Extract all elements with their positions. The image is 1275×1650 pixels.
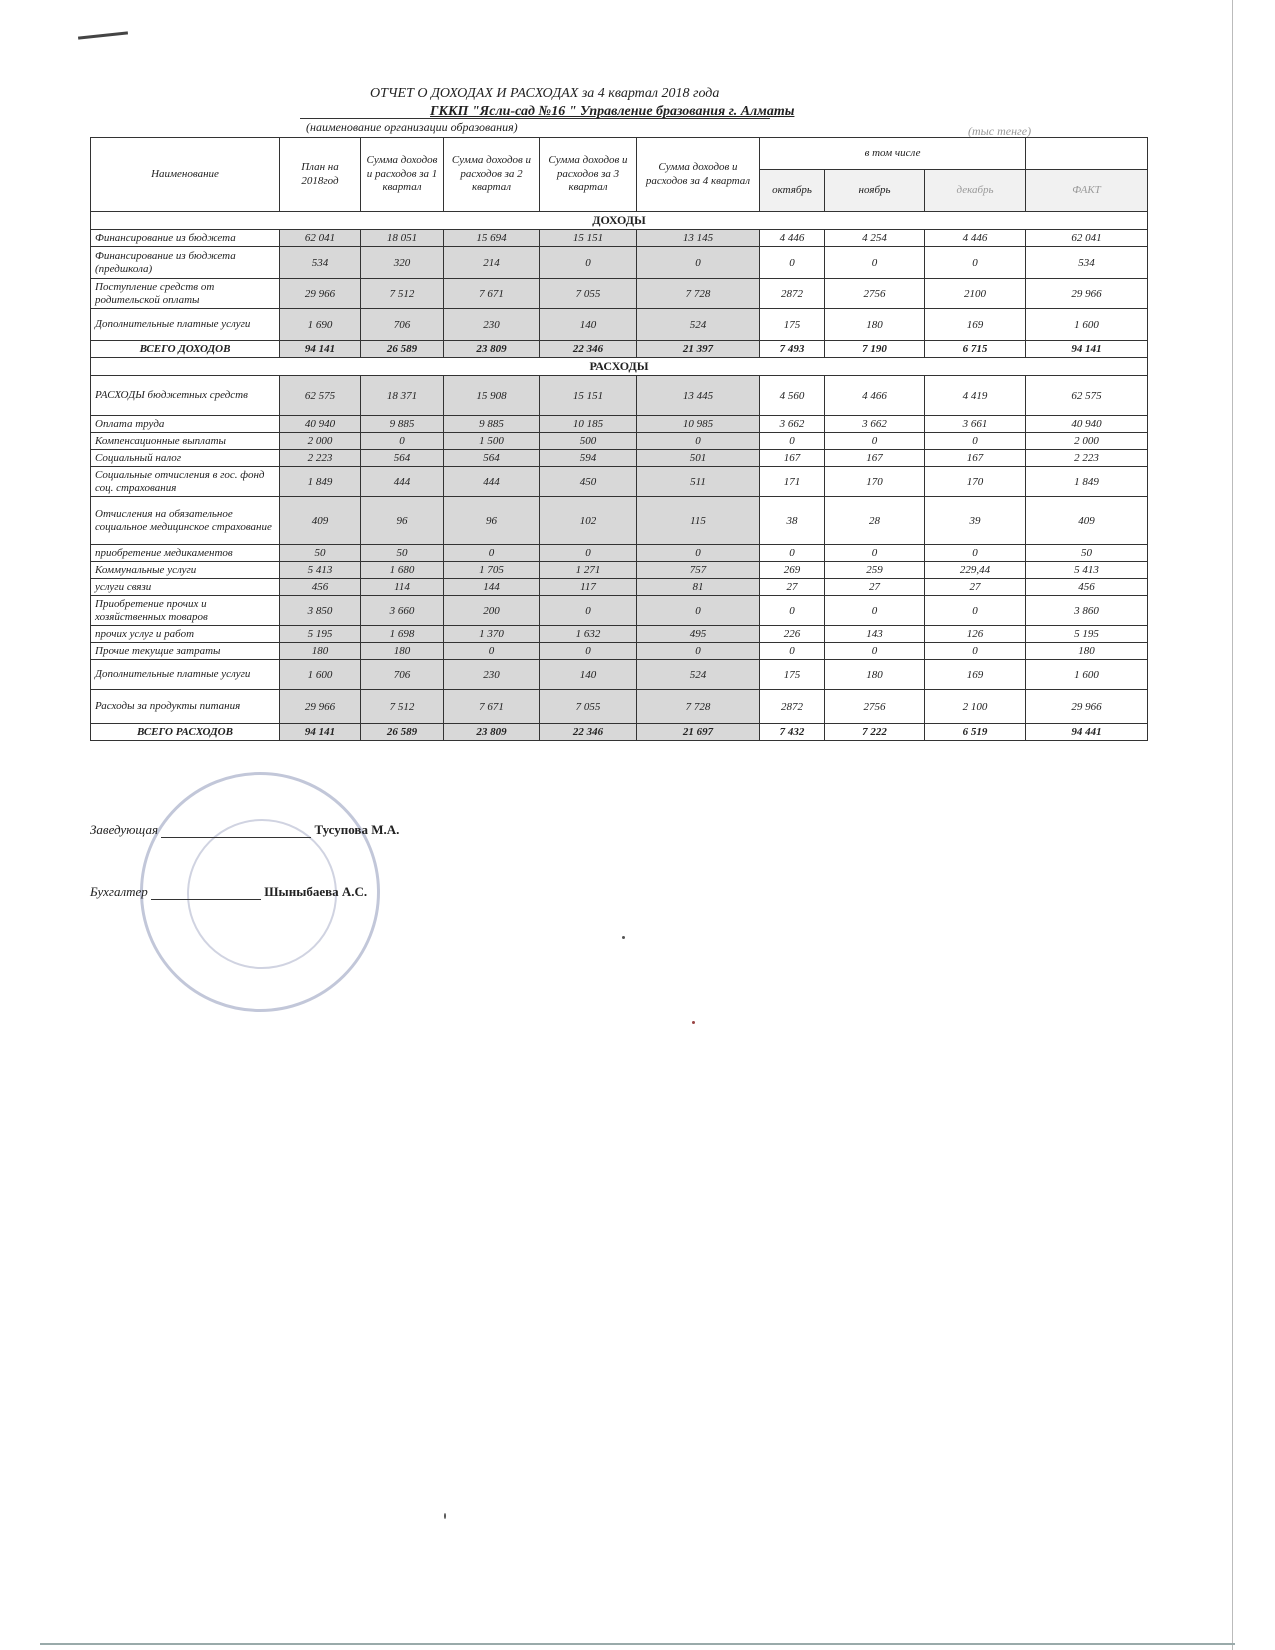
row-value: 18 371 [361,376,444,416]
row-value: 0 [925,643,1026,660]
row-value: 180 [825,660,925,690]
accountant-title: Бухгалтер [90,884,148,899]
row-value: 456 [1026,579,1148,596]
row-label: Прочие текущие затраты [91,643,280,660]
row-value: 1 698 [361,626,444,643]
header-including: в том числе [760,138,1026,170]
row-value: 27 [825,579,925,596]
table-row [91,643,1148,660]
row-value: 4 254 [825,230,925,247]
signature-line [161,823,311,838]
organization-underline [300,118,770,119]
row-value: 40 940 [280,416,361,433]
row-value: 180 [1026,643,1148,660]
row-value: 167 [760,450,825,467]
row-value: 18 051 [361,230,444,247]
row-value: 500 [540,433,637,450]
row-value: 0 [444,545,540,562]
row-value: 450 [540,467,637,497]
row-value: 456 [280,579,361,596]
row-value: 62 575 [280,376,361,416]
header-q2: Сумма доходов и расходов за 2 квартал [444,138,540,212]
header-q4: Сумма доходов и расходов за 4 квартал [637,138,760,212]
section-row-income [91,212,1148,230]
row-value: 96 [361,497,444,545]
row-label: прочих услуг и работ [91,626,280,643]
row-value: 2756 [825,690,925,724]
accountant-name: Шыныбаева А.С. [264,884,368,899]
row-value: 1 705 [444,562,540,579]
row-value: 22 346 [540,341,637,358]
row-value: 524 [637,660,760,690]
row-value: 40 940 [1026,416,1148,433]
table-row [91,433,1148,450]
row-value: 200 [444,596,540,626]
header-plan: План на 2018год [280,138,361,212]
row-label: Финансирование из бюджета [91,230,280,247]
row-value: 229,44 [925,562,1026,579]
row-value: 7 432 [760,724,825,741]
row-value: 13 145 [637,230,760,247]
row-value: 29 966 [280,279,361,309]
row-value: 4 560 [760,376,825,416]
row-value: 1 632 [540,626,637,643]
row-value: 94 141 [1026,341,1148,358]
table-row [91,247,1148,279]
row-label: приобретение медикаментов [91,545,280,562]
row-value: 0 [925,545,1026,562]
row-value: 96 [444,497,540,545]
row-label: Социальный налог [91,450,280,467]
row-value: 0 [925,247,1026,279]
row-value: 13 445 [637,376,760,416]
row-value: 170 [925,467,1026,497]
row-value: 5 413 [280,562,361,579]
row-label: Оплата труда [91,416,280,433]
row-value: 0 [637,247,760,279]
row-value: 140 [540,309,637,341]
row-value: 1 370 [444,626,540,643]
row-value: 169 [925,660,1026,690]
row-label: Дополнительные платные услуги [91,660,280,690]
row-value: 180 [280,643,361,660]
section-row-expenses [91,358,1148,376]
row-value: 114 [361,579,444,596]
scan-speck [692,1021,695,1024]
row-value: 1 849 [280,467,361,497]
row-value: 27 [925,579,1026,596]
row-value: 27 [760,579,825,596]
row-value: 2 223 [280,450,361,467]
row-value: 4 419 [925,376,1026,416]
table-row [91,416,1148,433]
row-value: 180 [361,643,444,660]
row-label: ВСЕГО ДОХОДОВ [91,341,280,358]
row-label: Финансирование из бюджета (предшкола) [91,247,280,279]
row-value: 23 809 [444,341,540,358]
row-value: 62 041 [1026,230,1148,247]
table-row [91,690,1148,724]
table-header [91,138,1148,212]
row-value: 143 [825,626,925,643]
table-row [91,545,1148,562]
row-value: 7 671 [444,690,540,724]
row-value: 10 185 [540,416,637,433]
row-label: Социальные отчисления в гос. фонд соц. страхования [91,467,280,497]
row-value: 7 512 [361,279,444,309]
head-title: Заведующая [90,822,159,837]
row-value: 0 [637,596,760,626]
row-value: 115 [637,497,760,545]
row-value: 534 [280,247,361,279]
header-name: Наименование [91,138,280,212]
row-value: 1 271 [540,562,637,579]
row-value: 0 [361,433,444,450]
table-row [91,579,1148,596]
row-value: 2756 [825,279,925,309]
row-value: 28 [825,497,925,545]
row-value: 144 [444,579,540,596]
row-value: 444 [444,467,540,497]
row-value: 0 [637,433,760,450]
row-value: 39 [925,497,1026,545]
row-value: 15 694 [444,230,540,247]
row-label: Компенсационные выплаты [91,433,280,450]
row-value: 320 [361,247,444,279]
row-value: 501 [637,450,760,467]
scan-speck [622,936,625,939]
row-value: 4 466 [825,376,925,416]
table-row [91,596,1148,626]
row-value: 409 [280,497,361,545]
row-label: Поступление средств от родительской оплаты [91,279,280,309]
row-value: 7 493 [760,341,825,358]
row-value: 0 [444,643,540,660]
row-label: Расходы за продукты питания [91,690,280,724]
report-title: ОТЧЕТ О ДОХОДАХ И РАСХОДАХ за 4 квартал 2018 года [370,86,720,101]
row-value: 6 519 [925,724,1026,741]
row-value: 26 589 [361,341,444,358]
row-value: 167 [925,450,1026,467]
row-value: 3 662 [825,416,925,433]
header-q3: Сумма доходов и расходов за 3 квартал [540,138,637,212]
row-value: 50 [1026,545,1148,562]
row-value: 259 [825,562,925,579]
row-value: 564 [361,450,444,467]
row-value: 7 055 [540,279,637,309]
header-q1: Сумма доходов и расходов за 1 квартал [361,138,444,212]
signature-line [151,885,261,900]
row-value: 167 [825,450,925,467]
row-value: 4 446 [760,230,825,247]
row-value: 180 [825,309,925,341]
header-nov: ноябрь [825,170,925,212]
table-row [91,450,1148,467]
organization-name: ГККП "Ясли-сад №16 " Управление бразования г. Алматы [430,104,795,119]
row-value: 50 [361,545,444,562]
row-value: 171 [760,467,825,497]
row-label: ВСЕГО РАСХОДОВ [91,724,280,741]
row-value: 62 575 [1026,376,1148,416]
row-value: 2 000 [1026,433,1148,450]
table-row [91,376,1148,416]
row-value: 230 [444,660,540,690]
row-value: 0 [637,545,760,562]
row-value: 706 [361,309,444,341]
row-value: 94 141 [280,341,361,358]
row-value: 2100 [925,279,1026,309]
row-value: 0 [825,596,925,626]
row-value: 2872 [760,279,825,309]
row-value: 0 [760,643,825,660]
row-value: 102 [540,497,637,545]
row-value: 2 100 [925,690,1026,724]
row-value: 444 [361,467,444,497]
row-value: 7 055 [540,690,637,724]
header-oct: октябрь [760,170,825,212]
row-value: 0 [540,643,637,660]
row-value: 1 600 [280,660,361,690]
page-edge [1232,0,1233,1650]
row-value: 226 [760,626,825,643]
row-value: 26 589 [361,724,444,741]
row-value: 7 671 [444,279,540,309]
row-value: 29 966 [1026,690,1148,724]
row-value: 29 966 [1026,279,1148,309]
row-value: 534 [1026,247,1148,279]
row-value: 50 [280,545,361,562]
row-value: 3 850 [280,596,361,626]
row-value: 7 512 [361,690,444,724]
header-blank [1026,138,1148,170]
row-value: 7 190 [825,341,925,358]
row-value: 1 600 [1026,660,1148,690]
row-value: 757 [637,562,760,579]
section-expenses: РАСХОДЫ [91,358,1148,376]
unit-hint: (тыс тенге) [968,124,1032,138]
row-value: 3 860 [1026,596,1148,626]
table-row [91,309,1148,341]
row-value: 3 660 [361,596,444,626]
row-value: 0 [825,545,925,562]
row-value: 2872 [760,690,825,724]
row-value: 62 041 [280,230,361,247]
row-value: 94 141 [280,724,361,741]
row-value: 706 [361,660,444,690]
row-value: 0 [760,596,825,626]
row-value: 214 [444,247,540,279]
row-value: 4 446 [925,230,1026,247]
table-row [91,467,1148,497]
table-row [91,562,1148,579]
row-value: 15 908 [444,376,540,416]
row-value: 6 715 [925,341,1026,358]
row-value: 0 [540,596,637,626]
row-value: 524 [637,309,760,341]
row-value: 175 [760,660,825,690]
row-value: 0 [925,433,1026,450]
row-value: 0 [825,643,925,660]
scan-mark [78,31,128,39]
row-value: 230 [444,309,540,341]
row-label: Приобретение прочих и хозяйственных товаров [91,596,280,626]
table-body [91,212,1148,741]
row-value: 9 885 [444,416,540,433]
row-value: 175 [760,309,825,341]
row-value: 5 195 [280,626,361,643]
organization-hint: (наименование организации образования) [306,120,518,134]
row-label: Дополнительные платные услуги [91,309,280,341]
row-value: 594 [540,450,637,467]
section-income: ДОХОДЫ [91,212,1148,230]
table-row [91,497,1148,545]
table-row [91,279,1148,309]
table-row [91,626,1148,643]
row-label: РАСХОДЫ бюджетных средств [91,376,280,416]
row-value: 15 151 [540,230,637,247]
row-value: 0 [825,433,925,450]
row-value: 126 [925,626,1026,643]
header-dec: декабрь [925,170,1026,212]
row-value: 1 690 [280,309,361,341]
row-value: 2 000 [280,433,361,450]
row-value: 0 [760,433,825,450]
row-value: 495 [637,626,760,643]
row-value: 169 [925,309,1026,341]
row-value: 7 728 [637,690,760,724]
row-value: 7 222 [825,724,925,741]
row-value: 2 223 [1026,450,1148,467]
row-value: 3 661 [925,416,1026,433]
row-value: 23 809 [444,724,540,741]
table-row [91,660,1148,690]
table-row [91,341,1148,358]
row-value: 0 [540,247,637,279]
row-value: 22 346 [540,724,637,741]
row-value: 0 [637,643,760,660]
row-value: 3 662 [760,416,825,433]
row-value: 0 [540,545,637,562]
row-value: 269 [760,562,825,579]
head-name: Тусупова М.А. [314,822,400,837]
row-value: 511 [637,467,760,497]
row-value: 5 195 [1026,626,1148,643]
row-value: 0 [760,545,825,562]
row-label: Отчисления на обязательное социальное медицинское страхование [91,497,280,545]
row-label: Коммунальные услуги [91,562,280,579]
row-value: 564 [444,450,540,467]
row-value: 0 [760,247,825,279]
row-value: 170 [825,467,925,497]
row-value: 81 [637,579,760,596]
row-value: 15 151 [540,376,637,416]
row-value: 409 [1026,497,1148,545]
row-value: 1 500 [444,433,540,450]
row-value: 21 397 [637,341,760,358]
row-value: 5 413 [1026,562,1148,579]
row-value: 29 966 [280,690,361,724]
row-value: 38 [760,497,825,545]
row-value: 94 441 [1026,724,1148,741]
row-value: 10 985 [637,416,760,433]
signature-head [90,822,399,838]
row-value: 1 680 [361,562,444,579]
row-value: 21 697 [637,724,760,741]
row-value: 1 849 [1026,467,1148,497]
row-value: 140 [540,660,637,690]
row-value: 0 [825,247,925,279]
table-row [91,724,1148,741]
header-fact: ФАКТ [1026,170,1148,212]
scan-border [40,1643,1235,1645]
row-value: 1 600 [1026,309,1148,341]
scan-speck [444,1513,446,1519]
table-row [91,230,1148,247]
signature-accountant [90,884,367,900]
report-table [90,137,1148,741]
row-label: услуги связи [91,579,280,596]
row-value: 9 885 [361,416,444,433]
row-value: 7 728 [637,279,760,309]
row-value: 0 [925,596,1026,626]
row-value: 117 [540,579,637,596]
